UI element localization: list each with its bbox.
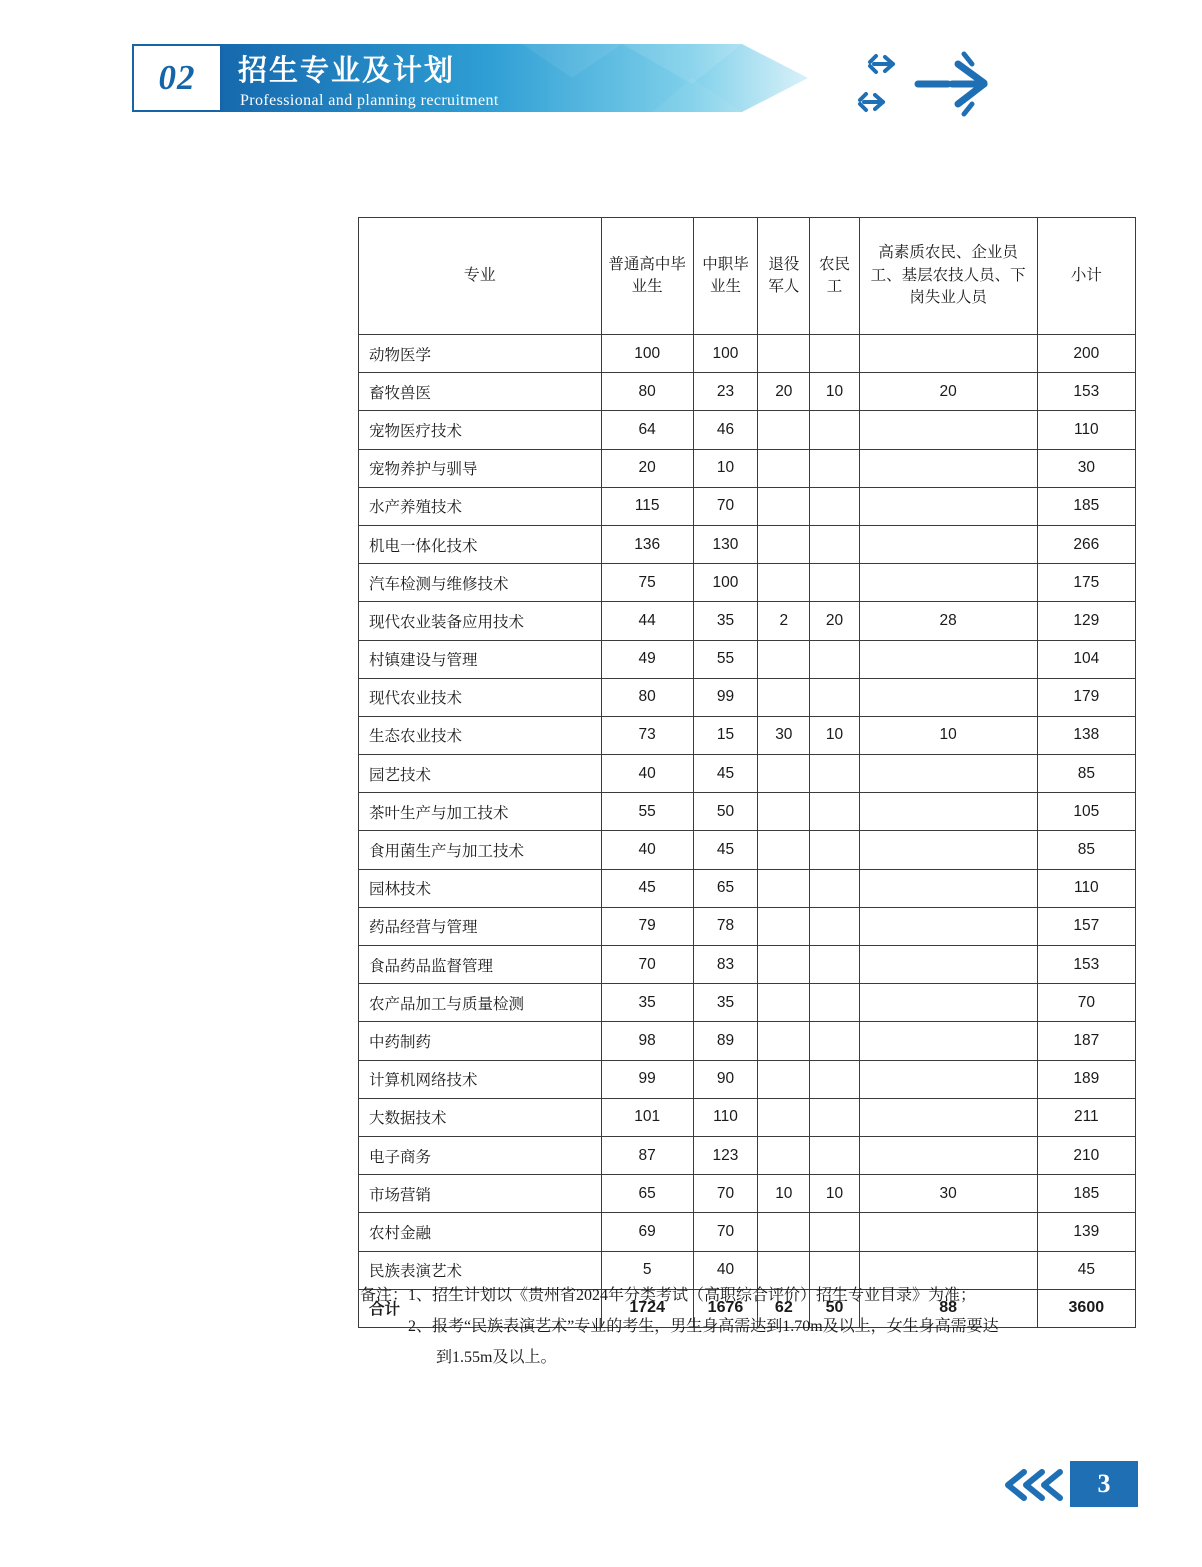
cell-high-school: 5 bbox=[601, 1251, 693, 1289]
cell-subtotal: 153 bbox=[1037, 373, 1135, 411]
cell-subtotal: 185 bbox=[1037, 1175, 1135, 1213]
cell-migrant-worker bbox=[810, 831, 859, 869]
cell-major: 电子商务 bbox=[359, 1136, 602, 1174]
cell-veteran bbox=[758, 946, 810, 984]
cell-high-school: 98 bbox=[601, 1022, 693, 1060]
table-row bbox=[359, 525, 1136, 563]
cell-vocational: 23 bbox=[693, 373, 757, 411]
cell-subtotal: 85 bbox=[1037, 755, 1135, 793]
enrollment-plan-table bbox=[358, 217, 1136, 1328]
cell-vocational: 78 bbox=[693, 907, 757, 945]
cell-major: 民族表演艺术 bbox=[359, 1251, 602, 1289]
cell-veteran bbox=[758, 487, 810, 525]
cell-vocational: 99 bbox=[693, 678, 757, 716]
table-notes bbox=[360, 1280, 1150, 1374]
cell-migrant-worker bbox=[810, 1060, 859, 1098]
cell-high-school: 69 bbox=[601, 1213, 693, 1251]
cell-high-school: 35 bbox=[601, 984, 693, 1022]
cell-migrant-worker bbox=[810, 907, 859, 945]
cell-veteran bbox=[758, 793, 810, 831]
cell-migrant-worker bbox=[810, 678, 859, 716]
cell-vocational: 45 bbox=[693, 831, 757, 869]
cell-veteran: 2 bbox=[758, 602, 810, 640]
note-line-1: 备注：1、招生计划以《贵州省2024年分类考试（高职综合评价）招生专业目录》为准； bbox=[360, 1287, 977, 1304]
cell-major: 园林技术 bbox=[359, 869, 602, 907]
col-header-high-school: 普通高中毕业生 bbox=[601, 218, 693, 335]
table-row bbox=[359, 831, 1136, 869]
cell-veteran bbox=[758, 640, 810, 678]
cell-vocational: 70 bbox=[693, 1175, 757, 1213]
table-row bbox=[359, 411, 1136, 449]
cell-vocational: 89 bbox=[693, 1022, 757, 1060]
cell-subtotal: 185 bbox=[1037, 487, 1135, 525]
col-header-other-groups: 高素质农民、企业员工、基层农技人员、下岗失业人员 bbox=[859, 218, 1037, 335]
cell-vocational: 130 bbox=[693, 525, 757, 563]
cell-major: 食品药品监督管理 bbox=[359, 946, 602, 984]
cell-major: 宠物医疗技术 bbox=[359, 411, 602, 449]
table-row bbox=[359, 1136, 1136, 1174]
cell-subtotal: 153 bbox=[1037, 946, 1135, 984]
cell-migrant-worker bbox=[810, 1022, 859, 1060]
cell-major: 宠物养护与驯导 bbox=[359, 449, 602, 487]
cell-total-vocational: 1676 bbox=[693, 1289, 757, 1327]
cell-migrant-worker bbox=[810, 564, 859, 602]
cell-other-groups bbox=[859, 449, 1037, 487]
cell-vocational: 15 bbox=[693, 716, 757, 754]
cell-high-school: 73 bbox=[601, 716, 693, 754]
table-row bbox=[359, 946, 1136, 984]
cell-other-groups: 28 bbox=[859, 602, 1037, 640]
cell-vocational: 10 bbox=[693, 449, 757, 487]
cell-vocational: 100 bbox=[693, 564, 757, 602]
table-row bbox=[359, 1022, 1136, 1060]
cell-subtotal: 110 bbox=[1037, 411, 1135, 449]
cell-major: 水产养殖技术 bbox=[359, 487, 602, 525]
cell-other-groups bbox=[859, 1060, 1037, 1098]
cell-other-groups bbox=[859, 1136, 1037, 1174]
cell-high-school: 70 bbox=[601, 946, 693, 984]
cell-major: 生态农业技术 bbox=[359, 716, 602, 754]
cell-migrant-worker bbox=[810, 487, 859, 525]
cell-total-label: 合计 bbox=[359, 1289, 602, 1327]
cell-major: 计算机网络技术 bbox=[359, 1060, 602, 1098]
cell-veteran bbox=[758, 1022, 810, 1060]
table-header-row bbox=[359, 218, 1136, 335]
cell-subtotal: 129 bbox=[1037, 602, 1135, 640]
cell-major: 村镇建设与管理 bbox=[359, 640, 602, 678]
cell-vocational: 50 bbox=[693, 793, 757, 831]
cell-veteran bbox=[758, 869, 810, 907]
col-header-major: 专业 bbox=[359, 218, 602, 335]
cell-subtotal: 157 bbox=[1037, 907, 1135, 945]
cell-total-veteran: 62 bbox=[758, 1289, 810, 1327]
cell-vocational: 90 bbox=[693, 1060, 757, 1098]
cell-other-groups bbox=[859, 907, 1037, 945]
cell-vocational: 40 bbox=[693, 1251, 757, 1289]
cell-high-school: 87 bbox=[601, 1136, 693, 1174]
cell-other-groups bbox=[859, 831, 1037, 869]
cell-other-groups bbox=[859, 335, 1037, 373]
cell-migrant-worker: 10 bbox=[810, 1175, 859, 1213]
cell-veteran bbox=[758, 831, 810, 869]
cell-vocational: 110 bbox=[693, 1098, 757, 1136]
cell-high-school: 101 bbox=[601, 1098, 693, 1136]
cell-migrant-worker bbox=[810, 640, 859, 678]
cell-major: 药品经营与管理 bbox=[359, 907, 602, 945]
cell-subtotal: 179 bbox=[1037, 678, 1135, 716]
col-header-veteran: 退役军人 bbox=[758, 218, 810, 335]
cell-subtotal: 187 bbox=[1037, 1022, 1135, 1060]
cell-subtotal: 138 bbox=[1037, 716, 1135, 754]
cell-vocational: 35 bbox=[693, 602, 757, 640]
table-row bbox=[359, 1098, 1136, 1136]
cell-veteran bbox=[758, 755, 810, 793]
cell-subtotal: 266 bbox=[1037, 525, 1135, 563]
cell-subtotal: 70 bbox=[1037, 984, 1135, 1022]
cell-high-school: 79 bbox=[601, 907, 693, 945]
cell-other-groups bbox=[859, 411, 1037, 449]
cell-high-school: 100 bbox=[601, 335, 693, 373]
cell-other-groups bbox=[859, 984, 1037, 1022]
cell-vocational: 123 bbox=[693, 1136, 757, 1174]
cell-veteran: 10 bbox=[758, 1175, 810, 1213]
table-row bbox=[359, 793, 1136, 831]
cell-major: 机电一体化技术 bbox=[359, 525, 602, 563]
cell-other-groups bbox=[859, 487, 1037, 525]
arrow-decoration-icon bbox=[840, 48, 1010, 118]
cell-migrant-worker bbox=[810, 525, 859, 563]
note-line-2: 2、报考“民族表演艺术”专业的考生，男生身高需达到1.70m及以上，女生身高需要达 bbox=[408, 1318, 999, 1336]
cell-subtotal: 189 bbox=[1037, 1060, 1135, 1098]
col-header-subtotal: 小计 bbox=[1037, 218, 1135, 335]
table-row bbox=[359, 984, 1136, 1022]
cell-vocational: 45 bbox=[693, 755, 757, 793]
cell-veteran bbox=[758, 1098, 810, 1136]
cell-migrant-worker: 20 bbox=[810, 602, 859, 640]
cell-veteran bbox=[758, 1060, 810, 1098]
cell-major: 现代农业装备应用技术 bbox=[359, 602, 602, 640]
cell-major: 现代农业技术 bbox=[359, 678, 602, 716]
section-subtitle: Professional and planning recruitment bbox=[240, 92, 499, 109]
cell-migrant-worker bbox=[810, 1136, 859, 1174]
cell-veteran bbox=[758, 678, 810, 716]
table-row bbox=[359, 869, 1136, 907]
table-row bbox=[359, 907, 1136, 945]
cell-veteran bbox=[758, 525, 810, 563]
cell-subtotal: 110 bbox=[1037, 869, 1135, 907]
cell-veteran bbox=[758, 335, 810, 373]
cell-veteran: 20 bbox=[758, 373, 810, 411]
cell-vocational: 46 bbox=[693, 411, 757, 449]
cell-migrant-worker bbox=[810, 946, 859, 984]
cell-major: 汽车检测与维修技术 bbox=[359, 564, 602, 602]
cell-major: 食用菌生产与加工技术 bbox=[359, 831, 602, 869]
cell-other-groups bbox=[859, 525, 1037, 563]
enrollment-plan-table-wrap bbox=[358, 217, 1136, 1328]
cell-migrant-worker bbox=[810, 1213, 859, 1251]
table-row bbox=[359, 487, 1136, 525]
cell-migrant-worker bbox=[810, 335, 859, 373]
cell-high-school: 40 bbox=[601, 755, 693, 793]
table-row bbox=[359, 564, 1136, 602]
cell-migrant-worker bbox=[810, 984, 859, 1022]
table-row bbox=[359, 373, 1136, 411]
cell-high-school: 115 bbox=[601, 487, 693, 525]
table-row bbox=[359, 1060, 1136, 1098]
cell-high-school: 40 bbox=[601, 831, 693, 869]
cell-high-school: 80 bbox=[601, 373, 693, 411]
cell-migrant-worker bbox=[810, 1098, 859, 1136]
cell-subtotal: 105 bbox=[1037, 793, 1135, 831]
cell-vocational: 65 bbox=[693, 869, 757, 907]
cell-other-groups bbox=[859, 564, 1037, 602]
cell-other-groups bbox=[859, 1213, 1037, 1251]
cell-veteran bbox=[758, 1213, 810, 1251]
cell-other-groups bbox=[859, 1098, 1037, 1136]
cell-subtotal: 200 bbox=[1037, 335, 1135, 373]
section-number: 02 bbox=[158, 58, 196, 97]
cell-subtotal: 85 bbox=[1037, 831, 1135, 869]
cell-veteran bbox=[758, 907, 810, 945]
note-line-3: 到1.55m及以上。 bbox=[436, 1349, 557, 1367]
cell-veteran bbox=[758, 564, 810, 602]
cell-vocational: 35 bbox=[693, 984, 757, 1022]
cell-migrant-worker: 10 bbox=[810, 716, 859, 754]
cell-high-school: 49 bbox=[601, 640, 693, 678]
col-header-vocational: 中职毕业生 bbox=[693, 218, 757, 335]
cell-subtotal: 210 bbox=[1037, 1136, 1135, 1174]
table-body bbox=[359, 335, 1136, 1328]
cell-high-school: 45 bbox=[601, 869, 693, 907]
page-number: 3 bbox=[1097, 1469, 1111, 1498]
cell-other-groups bbox=[859, 1022, 1037, 1060]
cell-major: 畜牧兽医 bbox=[359, 373, 602, 411]
cell-migrant-worker bbox=[810, 449, 859, 487]
cell-other-groups: 10 bbox=[859, 716, 1037, 754]
cell-veteran: 30 bbox=[758, 716, 810, 754]
cell-vocational: 55 bbox=[693, 640, 757, 678]
cell-vocational: 83 bbox=[693, 946, 757, 984]
table-row bbox=[359, 1175, 1136, 1213]
cell-other-groups: 30 bbox=[859, 1175, 1037, 1213]
cell-high-school: 44 bbox=[601, 602, 693, 640]
cell-veteran bbox=[758, 1136, 810, 1174]
cell-subtotal: 45 bbox=[1037, 1251, 1135, 1289]
cell-migrant-worker bbox=[810, 869, 859, 907]
cell-other-groups bbox=[859, 793, 1037, 831]
cell-major: 大数据技术 bbox=[359, 1098, 602, 1136]
cell-other-groups: 20 bbox=[859, 373, 1037, 411]
table-row bbox=[359, 1213, 1136, 1251]
table-row bbox=[359, 716, 1136, 754]
cell-high-school: 65 bbox=[601, 1175, 693, 1213]
cell-vocational: 70 bbox=[693, 1213, 757, 1251]
cell-subtotal: 104 bbox=[1037, 640, 1135, 678]
table-head bbox=[359, 218, 1136, 335]
section-number-box bbox=[132, 44, 222, 112]
cell-subtotal: 211 bbox=[1037, 1098, 1135, 1136]
cell-other-groups bbox=[859, 755, 1037, 793]
table-row bbox=[359, 602, 1136, 640]
cell-other-groups bbox=[859, 640, 1037, 678]
cell-total-subtotal: 3600 bbox=[1037, 1289, 1135, 1327]
cell-major: 农产品加工与质量检测 bbox=[359, 984, 602, 1022]
chevrons-left-icon bbox=[998, 1467, 1068, 1508]
table-row bbox=[359, 755, 1136, 793]
cell-migrant-worker bbox=[810, 411, 859, 449]
cell-high-school: 64 bbox=[601, 411, 693, 449]
cell-subtotal: 139 bbox=[1037, 1213, 1135, 1251]
cell-major: 农村金融 bbox=[359, 1213, 602, 1251]
cell-other-groups bbox=[859, 869, 1037, 907]
cell-total-high-school: 1724 bbox=[601, 1289, 693, 1327]
cell-high-school: 136 bbox=[601, 525, 693, 563]
cell-major: 园艺技术 bbox=[359, 755, 602, 793]
cell-high-school: 75 bbox=[601, 564, 693, 602]
cell-major: 市场营销 bbox=[359, 1175, 602, 1213]
table-row bbox=[359, 678, 1136, 716]
cell-other-groups bbox=[859, 678, 1037, 716]
cell-major: 茶叶生产与加工技术 bbox=[359, 793, 602, 831]
cell-other-groups bbox=[859, 946, 1037, 984]
page-header bbox=[0, 22, 1202, 112]
cell-total-other-groups: 88 bbox=[859, 1289, 1037, 1327]
cell-subtotal: 175 bbox=[1037, 564, 1135, 602]
cell-migrant-worker bbox=[810, 793, 859, 831]
table-row bbox=[359, 640, 1136, 678]
table-row bbox=[359, 449, 1136, 487]
col-header-migrant-worker: 农民工 bbox=[810, 218, 859, 335]
cell-major: 动物医学 bbox=[359, 335, 602, 373]
page-footer bbox=[998, 1461, 1138, 1509]
cell-veteran bbox=[758, 984, 810, 1022]
table-row bbox=[359, 335, 1136, 373]
cell-vocational: 100 bbox=[693, 335, 757, 373]
cell-veteran bbox=[758, 449, 810, 487]
cell-total-migrant-worker: 50 bbox=[810, 1289, 859, 1327]
section-title: 招生专业及计划 bbox=[238, 55, 456, 87]
cell-high-school: 80 bbox=[601, 678, 693, 716]
cell-veteran bbox=[758, 411, 810, 449]
cell-migrant-worker bbox=[810, 755, 859, 793]
cell-major: 中药制药 bbox=[359, 1022, 602, 1060]
cell-vocational: 70 bbox=[693, 487, 757, 525]
cell-subtotal: 30 bbox=[1037, 449, 1135, 487]
cell-high-school: 20 bbox=[601, 449, 693, 487]
page-number-badge bbox=[1070, 1461, 1138, 1507]
cell-high-school: 99 bbox=[601, 1060, 693, 1098]
cell-high-school: 55 bbox=[601, 793, 693, 831]
cell-migrant-worker: 10 bbox=[810, 373, 859, 411]
